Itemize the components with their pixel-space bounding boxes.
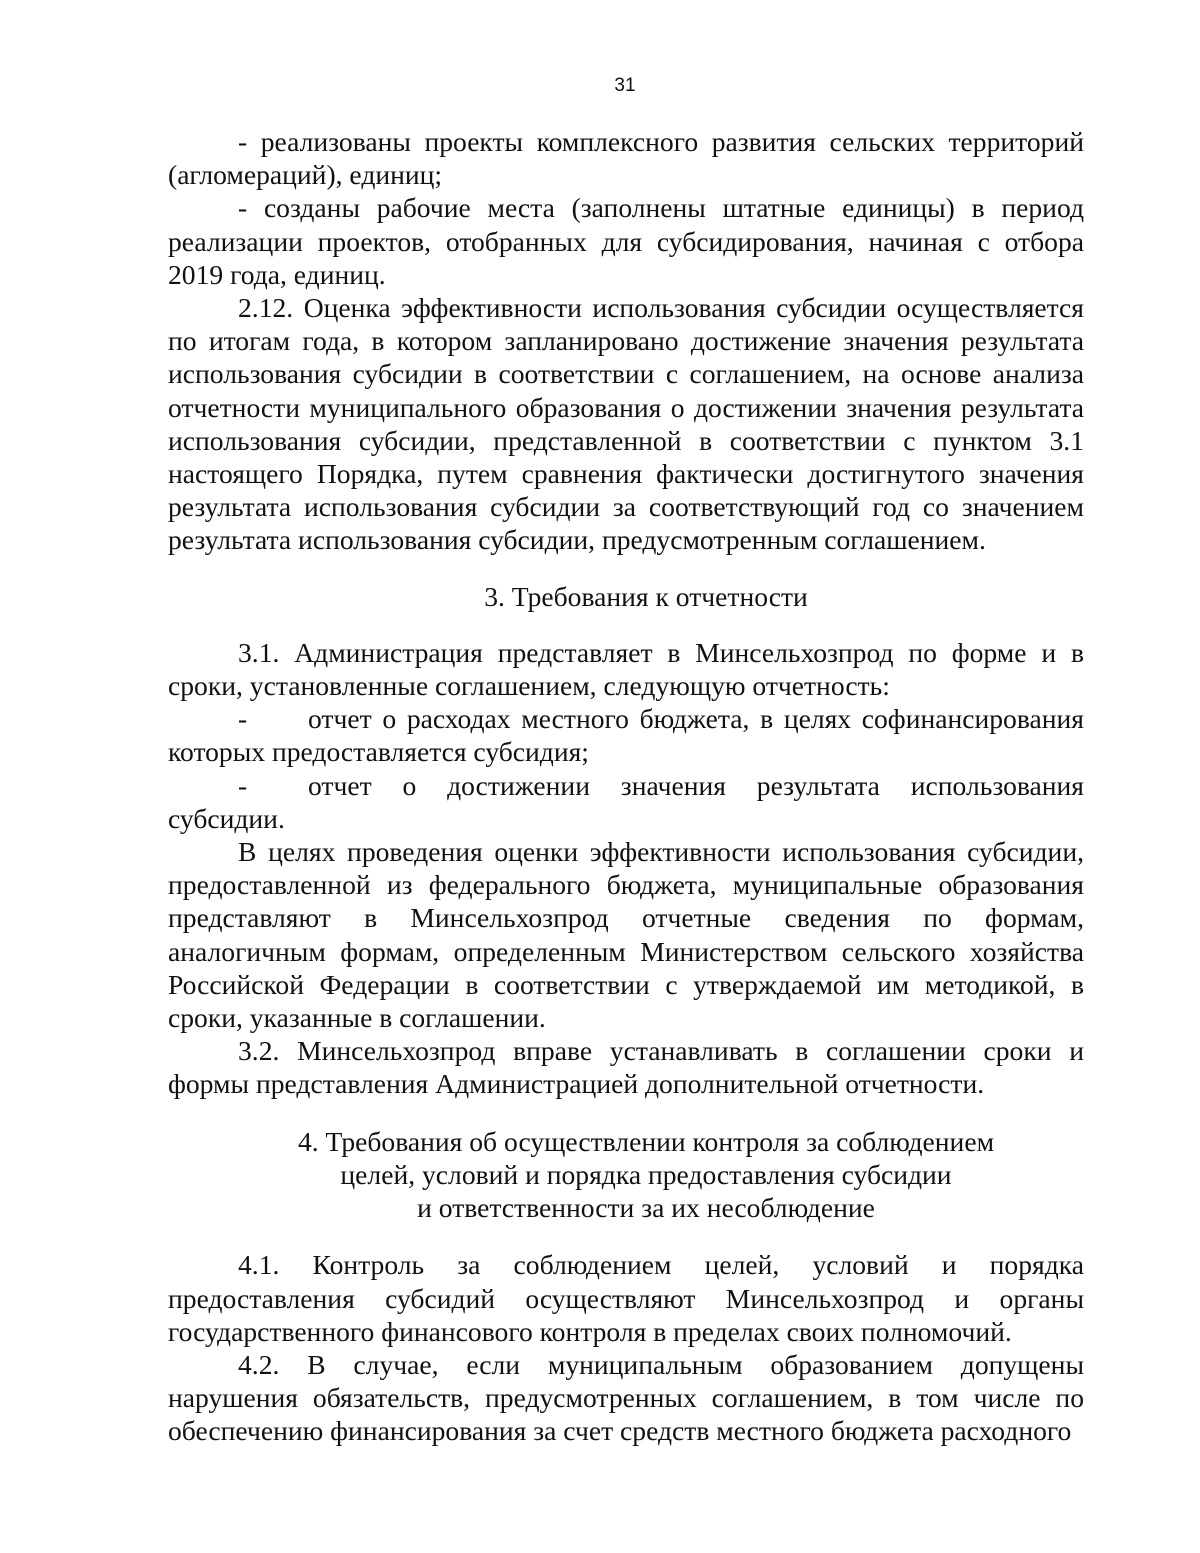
bullet-dash: - (238, 703, 248, 735)
paragraph-jobs-created: - созданы рабочие места (заполнены штатные единицы) в период реализации проектов, отобранных для субсидирования, начиная с отбора 2019 года, единиц. (168, 192, 1084, 290)
bullet-text: отчет о достижении значения результата использования субсидии. (168, 769, 1084, 834)
bullet-expenses-report (168, 702, 1084, 768)
paragraph-3-2: 3.2. Минсельхозпрод вправе устанавливать в соглашении сроки и формы представления Администрацией дополнительной отчетности. (168, 1035, 1084, 1100)
page-number: 31 (614, 75, 636, 96)
section-4-heading-line-3: и ответственности за их несоблюдение (417, 1192, 875, 1224)
section-3-heading: 3. Требования к отчетности (484, 580, 808, 612)
bullet-result-report (168, 769, 1084, 835)
section-4-heading-line-1: 4. Требования об осуществлении контроля за соблюдением (297, 1125, 995, 1157)
paragraph-rural-projects: - реализованы проекты комплексного развития сельских территорий (агломераций), единиц; (168, 126, 1084, 191)
paragraph-federal-evaluation: В целях проведения оценки эффективности использования субсидии, предоставленной из федерального бюджета, муниципальные образования представляют в Минсельхозпрод отчетные сведения по формам, аналогичным формам, определенным Министерством сельского хозяйства Российской Федерации в соответствии с утверждаемой им методикой, в сроки, указанные в соглашении. (168, 836, 1084, 1034)
bullet-text: отчет о расходах местного бюджета, в целях софинансирования которых предоставляется субсидия; (168, 703, 1084, 768)
paragraph-4-1: 4.1. Контроль за соблюдением целей, условий и порядка предоставления субсидий осуществляют Минсельхозпрод и органы государственного финансового контроля в пределах своих полномочий. (168, 1249, 1084, 1347)
bullet-dash: - (238, 769, 248, 801)
paragraph-2-12: 2.12. Оценка эффективности использования субсидии осуществляется по итогам года, в котором запланировано достижение значения результата использования субсидии в соответствии с соглашением, на основе анализа отчетности муниципального образования о достижении значения результата использования субсидии, представленной в соответствии с пунктом 3.1 настоящего Порядка, путем сравнения фактически достигнутого значения результата использования субсидии за соответствующий год со значением результата использования субсидии, предусмотренным соглашением. (168, 292, 1084, 556)
document-body (168, 125, 1084, 1448)
section-4-heading-line-2: целей, условий и порядка предоставления субсидии (340, 1158, 952, 1190)
section-4-heading (168, 1125, 1084, 1225)
paragraph-3-1: 3.1. Администрация представляет в Минсельхозпрод по форме и в сроки, установленные соглашением, следующую отчетность: (168, 636, 1084, 702)
paragraph-4-2: 4.2. В случае, если муниципальным образованием допущены нарушения обязательств, предусмотренных соглашением, в том числе по обеспечению финансирования за счет средств местного бюджета расходного (168, 1348, 1084, 1447)
